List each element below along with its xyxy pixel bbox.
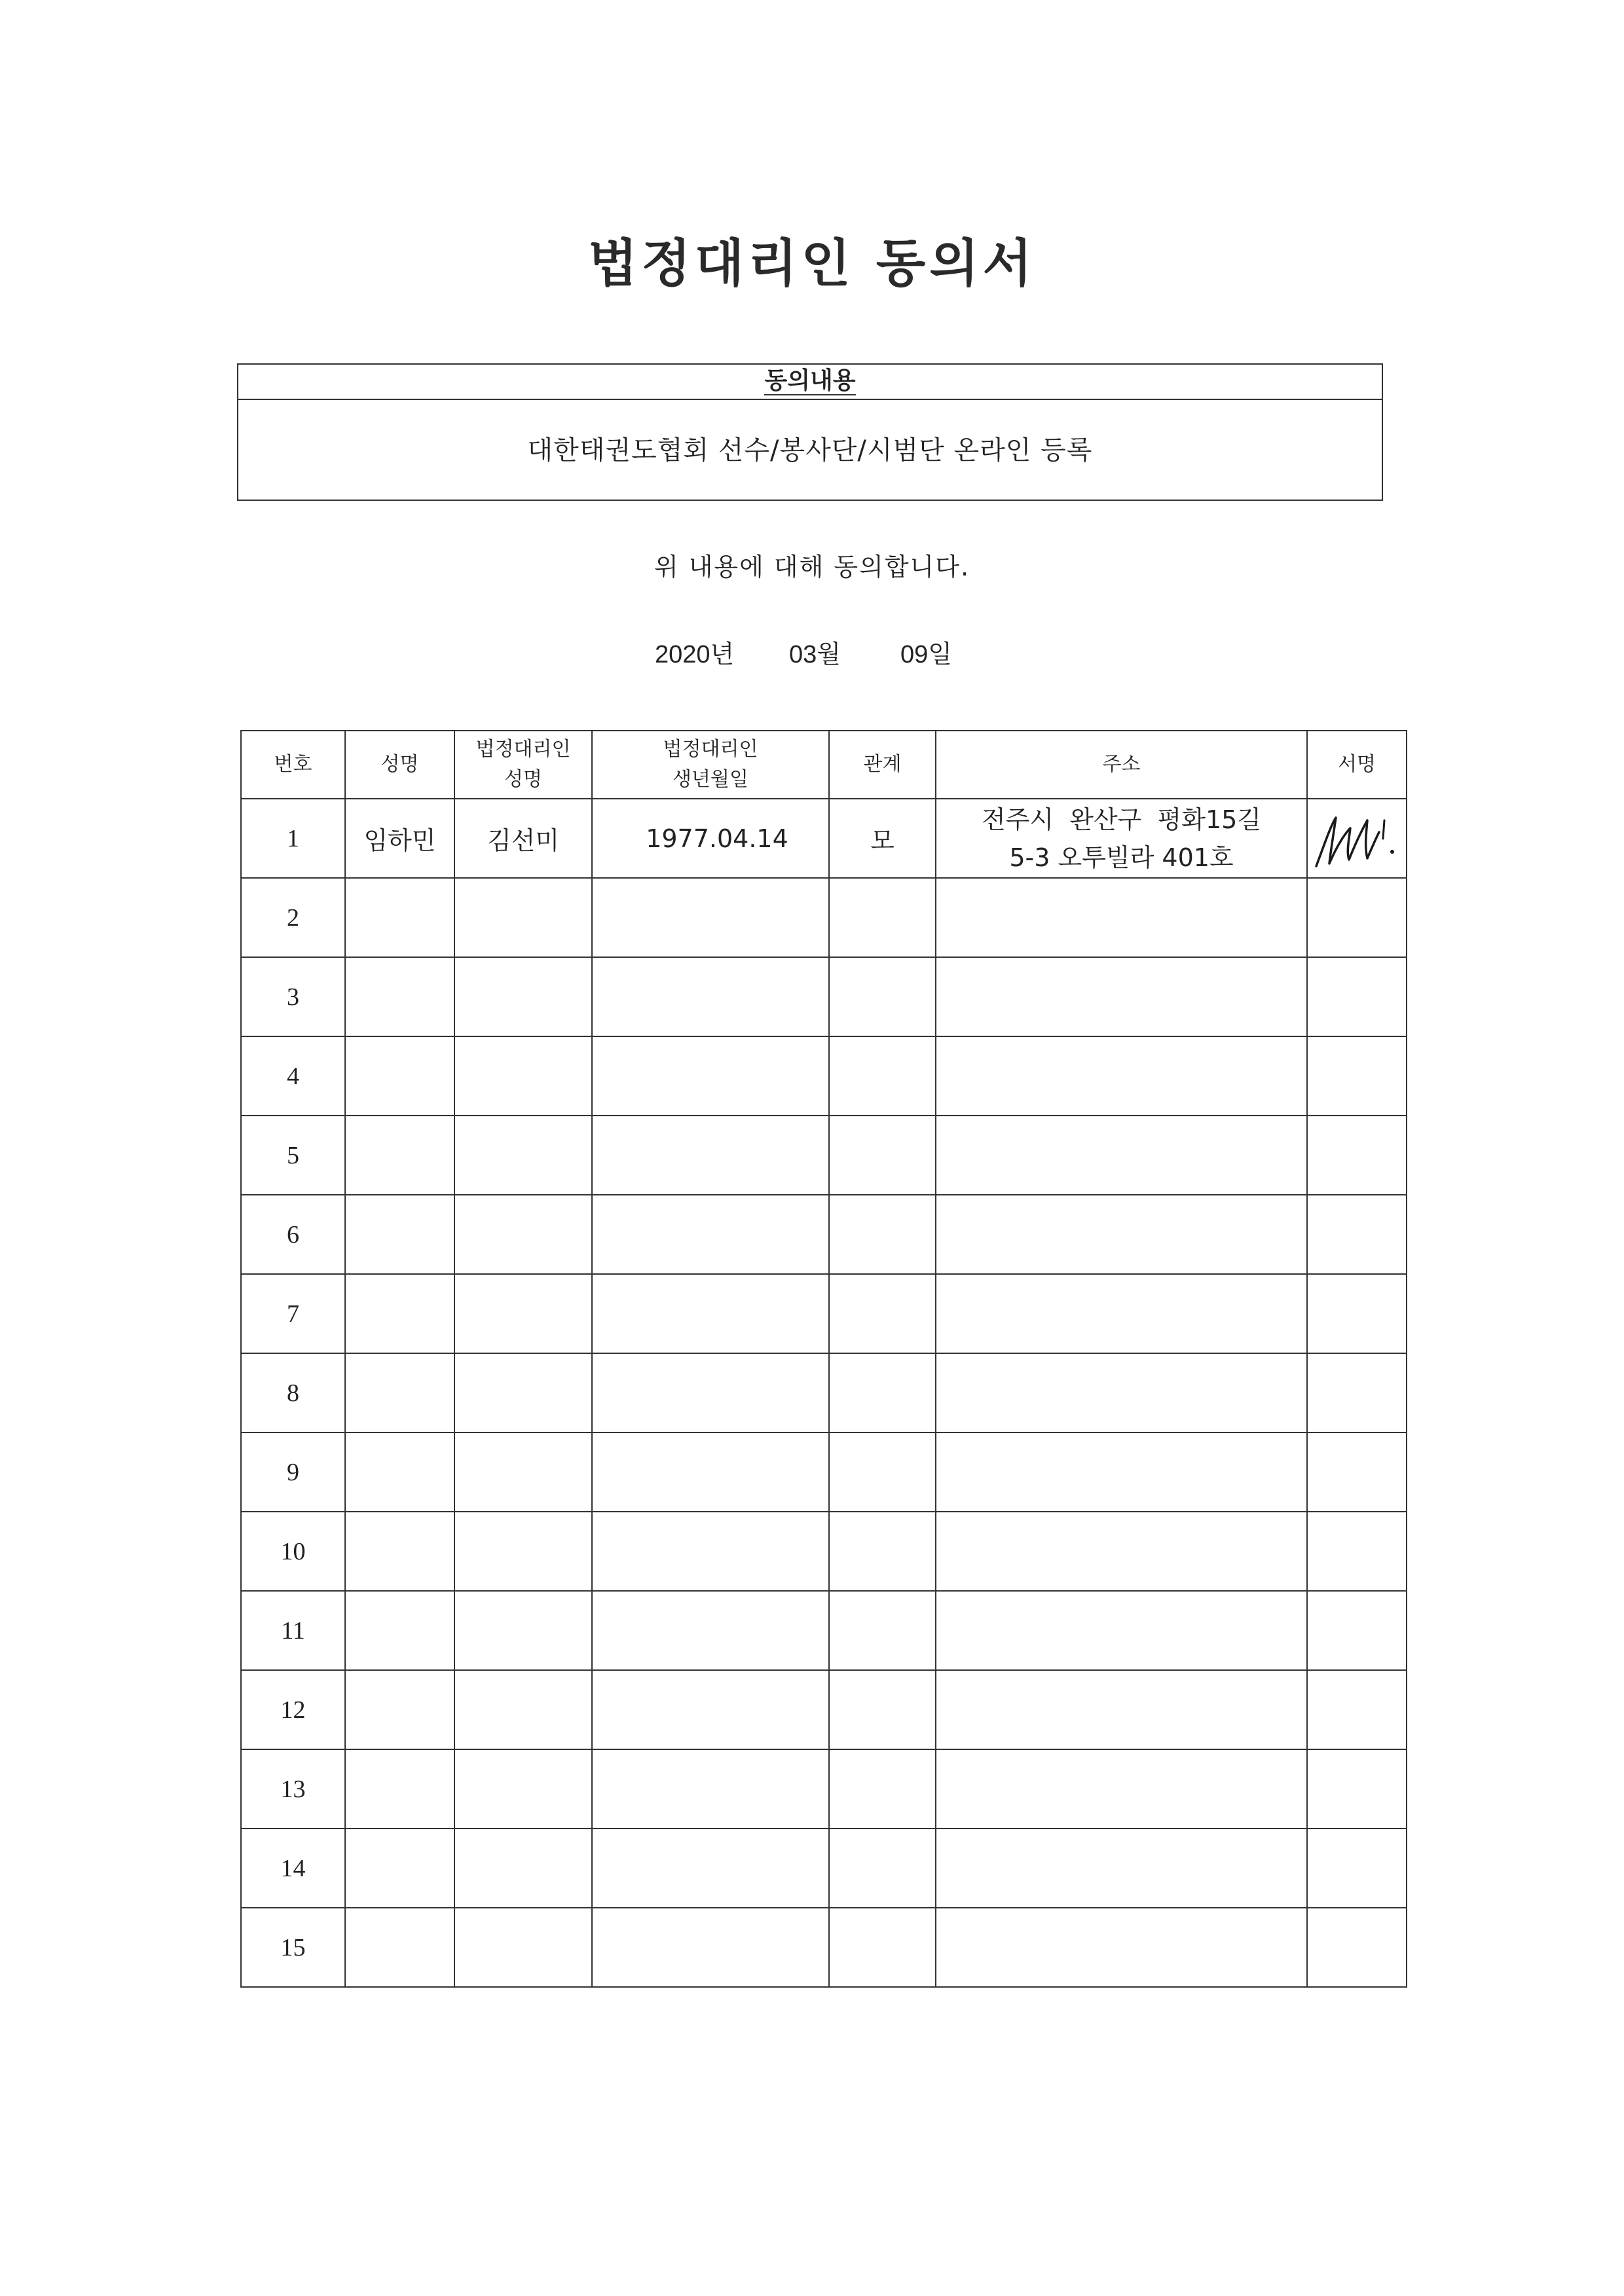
- row-name: [345, 957, 454, 1036]
- row-address-line2: 5-3 오투빌라 401호: [1009, 843, 1234, 872]
- row-no: 12: [241, 1670, 345, 1749]
- row-no: 8: [241, 1353, 345, 1432]
- row-no: 13: [241, 1749, 345, 1829]
- row-name: 임하민: [345, 799, 454, 878]
- row-relation: [829, 1353, 936, 1432]
- row-no: 14: [241, 1829, 345, 1908]
- row-signature: [1307, 1274, 1407, 1353]
- row-relation: [829, 1116, 936, 1195]
- row-no: 7: [241, 1274, 345, 1353]
- table-row: [241, 1353, 1407, 1432]
- row-address: [936, 1591, 1307, 1670]
- row-guardian-name: [454, 1829, 592, 1908]
- row-address: [936, 1829, 1307, 1908]
- row-relation: [829, 1591, 936, 1670]
- date-month: 03월: [789, 641, 841, 668]
- row-address: [936, 1512, 1307, 1591]
- row-name: [345, 1432, 454, 1512]
- row-name: [345, 1908, 454, 1987]
- row-address: [936, 1432, 1307, 1512]
- row-address: [936, 957, 1307, 1036]
- row-guardian-name: [454, 1195, 592, 1274]
- row-guardian-birth: [592, 1116, 829, 1195]
- table-row: [241, 1670, 1407, 1749]
- header-guardian-birth-line2: 생년월일: [673, 768, 748, 791]
- table-row: [241, 1908, 1407, 1987]
- row-relation: [829, 1908, 936, 1987]
- row-name: [345, 1591, 454, 1670]
- row-guardian-name: [454, 957, 592, 1036]
- table-row: [241, 1195, 1407, 1274]
- row-relation: [829, 957, 936, 1036]
- row-no: 5: [241, 1116, 345, 1195]
- header-guardian-birth: [592, 731, 829, 799]
- row-guardian-birth: [592, 1591, 829, 1670]
- header-signature: 서명: [1307, 731, 1407, 799]
- consent-body: 대한태권도협회 선수/봉사단/시범단 온라인 등록: [527, 435, 1093, 465]
- row-name: [345, 1036, 454, 1116]
- row-name: [345, 1670, 454, 1749]
- row-address: [936, 1274, 1307, 1353]
- table-row: [241, 1512, 1407, 1591]
- row-guardian-name: [454, 1116, 592, 1195]
- row-name: [345, 1195, 454, 1274]
- row-relation: [829, 1195, 936, 1274]
- row-name: [345, 1512, 454, 1591]
- agree-statement: 위 내용에 대해 동의합니다.: [654, 553, 970, 581]
- row-address: [936, 1036, 1307, 1116]
- row-guardian-name: 김선미: [454, 799, 592, 878]
- table-row: [241, 957, 1407, 1036]
- row-relation: [829, 1512, 936, 1591]
- table-row: [241, 878, 1407, 957]
- table-row: [241, 1116, 1407, 1195]
- row-guardian-birth: [592, 1195, 829, 1274]
- date-year: 2020년: [655, 641, 735, 668]
- row-relation: [829, 1036, 936, 1116]
- row-name: [345, 1749, 454, 1829]
- row-signature: [1307, 1749, 1407, 1829]
- row-guardian-birth: 1977.04.14: [592, 799, 829, 878]
- consent-box: [237, 363, 1383, 501]
- row-relation: [829, 1749, 936, 1829]
- row-guardian-birth: [592, 1908, 829, 1987]
- row-guardian-name: [454, 1512, 592, 1591]
- row-guardian-name: [454, 1749, 592, 1829]
- handwritten-signature: [1311, 806, 1403, 871]
- consent-header: [238, 365, 1382, 400]
- row-guardian-name: [454, 878, 592, 957]
- row-signature: [1307, 1353, 1407, 1432]
- consent-header-label: 동의내용: [764, 367, 856, 394]
- row-guardian-birth: [592, 1353, 829, 1432]
- row-signature: [1307, 1908, 1407, 1987]
- header-name: 성명: [345, 731, 454, 799]
- row-no: 3: [241, 957, 345, 1036]
- row-relation: [829, 1274, 936, 1353]
- row-signature: [1307, 1432, 1407, 1512]
- row-no: 4: [241, 1036, 345, 1116]
- row-relation: 모: [829, 799, 936, 878]
- row-guardian-birth: [592, 1512, 829, 1591]
- row-address: [936, 799, 1307, 878]
- row-name: [345, 1353, 454, 1432]
- row-address: [936, 1116, 1307, 1195]
- page-title: 법정대리인 동의서: [588, 234, 1036, 293]
- row-guardian-birth: [592, 878, 829, 957]
- row-name: [345, 1116, 454, 1195]
- header-address: 주소: [936, 731, 1307, 799]
- table-row: [241, 1829, 1407, 1908]
- row-guardian-birth: [592, 1670, 829, 1749]
- row-no: 2: [241, 878, 345, 957]
- row-address: [936, 1195, 1307, 1274]
- row-guardian-birth: [592, 1749, 829, 1829]
- row-signature: [1307, 1195, 1407, 1274]
- row-name: [345, 1274, 454, 1353]
- row-signature: [1307, 799, 1407, 878]
- row-name: [345, 878, 454, 957]
- row-relation: [829, 1670, 936, 1749]
- table-row: [241, 1036, 1407, 1116]
- row-signature: [1307, 1670, 1407, 1749]
- row-address: [936, 1353, 1307, 1432]
- row-no: 1: [241, 799, 345, 878]
- row-signature: [1307, 878, 1407, 957]
- row-no: 9: [241, 1432, 345, 1512]
- row-signature: [1307, 957, 1407, 1036]
- table-row: [241, 1274, 1407, 1353]
- row-guardian-name: [454, 1591, 592, 1670]
- header-guardian-name: [454, 731, 592, 799]
- row-name: [345, 1829, 454, 1908]
- row-signature: [1307, 1829, 1407, 1908]
- table-row: [241, 1591, 1407, 1670]
- row-address: [936, 1749, 1307, 1829]
- header-guardian-birth-line1: 법정대리인: [663, 738, 758, 761]
- table-row: [241, 1749, 1407, 1829]
- row-no: 6: [241, 1195, 345, 1274]
- row-no: 11: [241, 1591, 345, 1670]
- row-guardian-name: [454, 1908, 592, 1987]
- row-signature: [1307, 1591, 1407, 1670]
- row-guardian-name: [454, 1670, 592, 1749]
- table-row: [241, 1432, 1407, 1512]
- row-signature: [1307, 1036, 1407, 1116]
- row-guardian-name: [454, 1353, 592, 1432]
- row-guardian-name: [454, 1432, 592, 1512]
- row-address: [936, 1908, 1307, 1987]
- row-relation: [829, 1432, 936, 1512]
- row-guardian-birth: [592, 957, 829, 1036]
- row-address: [936, 1670, 1307, 1749]
- header-no: 번호: [241, 731, 345, 799]
- row-address-line1: 전주시 완산구 평화15길: [981, 805, 1262, 834]
- registry-table: [240, 730, 1407, 1988]
- row-relation: [829, 1829, 936, 1908]
- row-signature: [1307, 1116, 1407, 1195]
- row-guardian-birth: [592, 1829, 829, 1908]
- row-guardian-birth: [592, 1274, 829, 1353]
- row-address: [936, 878, 1307, 957]
- header-relation: 관계: [829, 731, 936, 799]
- row-guardian-name: [454, 1036, 592, 1116]
- table-row: [241, 799, 1407, 878]
- row-no: 15: [241, 1908, 345, 1987]
- row-guardian-birth: [592, 1036, 829, 1116]
- header-guardian-name-line1: 법정대리인: [475, 738, 571, 761]
- row-no: 10: [241, 1512, 345, 1591]
- date-day: 09일: [900, 641, 952, 668]
- row-guardian-birth: [592, 1432, 829, 1512]
- row-signature: [1307, 1512, 1407, 1591]
- header-guardian-name-line2: 성명: [504, 768, 542, 791]
- row-guardian-name: [454, 1274, 592, 1353]
- row-relation: [829, 878, 936, 957]
- table-header-row: [241, 731, 1407, 799]
